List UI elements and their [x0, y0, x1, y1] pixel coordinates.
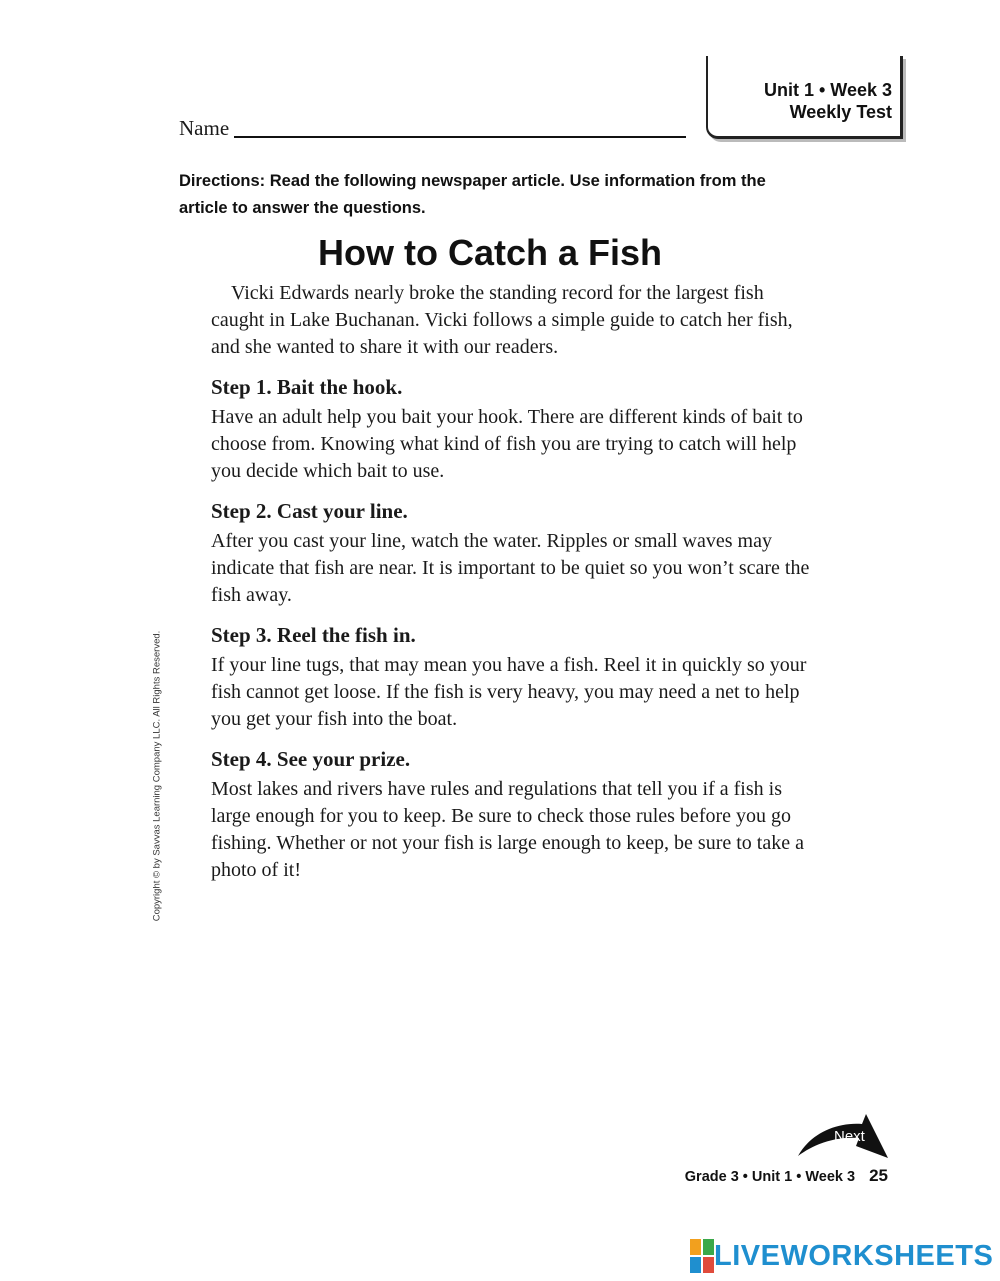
next-button[interactable]: [796, 1112, 890, 1162]
liveworksheets-logo-icon: [690, 1239, 714, 1273]
name-field: [179, 116, 229, 141]
step-body: Have an adult help you bait your hook. There are different kinds of bait to choose from. Knowing what kind of fish you are trying to catch will help you decide which bait to use.: [211, 406, 803, 482]
page-number: 25: [869, 1166, 888, 1185]
step-heading: Step 1. Bait the hook.: [211, 375, 403, 399]
step-body: After you cast your line, watch the water. Ripples or small waves may indicate that fish are near. It is important to be quiet so you won’t scare the fish away.: [211, 530, 810, 606]
liveworksheets-logo[interactable]: [690, 1238, 993, 1274]
name-label: Name: [179, 116, 230, 140]
step-heading: Step 2. Cast your line.: [211, 499, 408, 523]
article-title: How to Catch a Fish: [317, 232, 663, 273]
step-heading: Step 3. Reel the fish in.: [211, 623, 416, 647]
unit-week-label: Unit 1 • Week 3: [763, 80, 892, 100]
name-input-line[interactable]: [234, 136, 686, 138]
unit-week-tab: [706, 56, 903, 139]
directions-text: Directions: Read the following newspaper article. Use information from the article to answer the questions.: [179, 172, 766, 217]
test-type-label: Weekly Test: [789, 102, 892, 122]
footer-grade-unit-week: Grade 3 • Unit 1 • Week 3: [684, 1169, 856, 1185]
liveworksheets-brand-text: LIVEWORKSHEETS: [714, 1239, 994, 1272]
next-button-label: Next: [834, 1128, 865, 1145]
step-heading: Step 4. See your prize.: [211, 747, 411, 771]
step-body: If your line tugs, that may mean you have a fish. Reel it in quickly so your fish cannot get loose. If the fish is very heavy, you may need a net to help you get your fish into the boat.: [211, 654, 807, 730]
article-intro: Vicki Edwards nearly broke the standing record for the largest fish caught in Lake Buchanan. Vicki follows a simple guide to catch her fish, and she wanted to share it with our readers.: [211, 282, 793, 358]
copyright-notice: Copyright © by Savvas Learning Company LLC. All Rights Reserved.: [151, 630, 163, 922]
step-body: Most lakes and rivers have rules and regulations that tell you if a fish is large enough for you to keep. Be sure to check those rules before you go fishing. Whether or not your fish is large enough to keep, be sure to take a photo of it!: [211, 778, 804, 881]
page-footer: [685, 1166, 888, 1186]
article-body: [211, 280, 811, 884]
